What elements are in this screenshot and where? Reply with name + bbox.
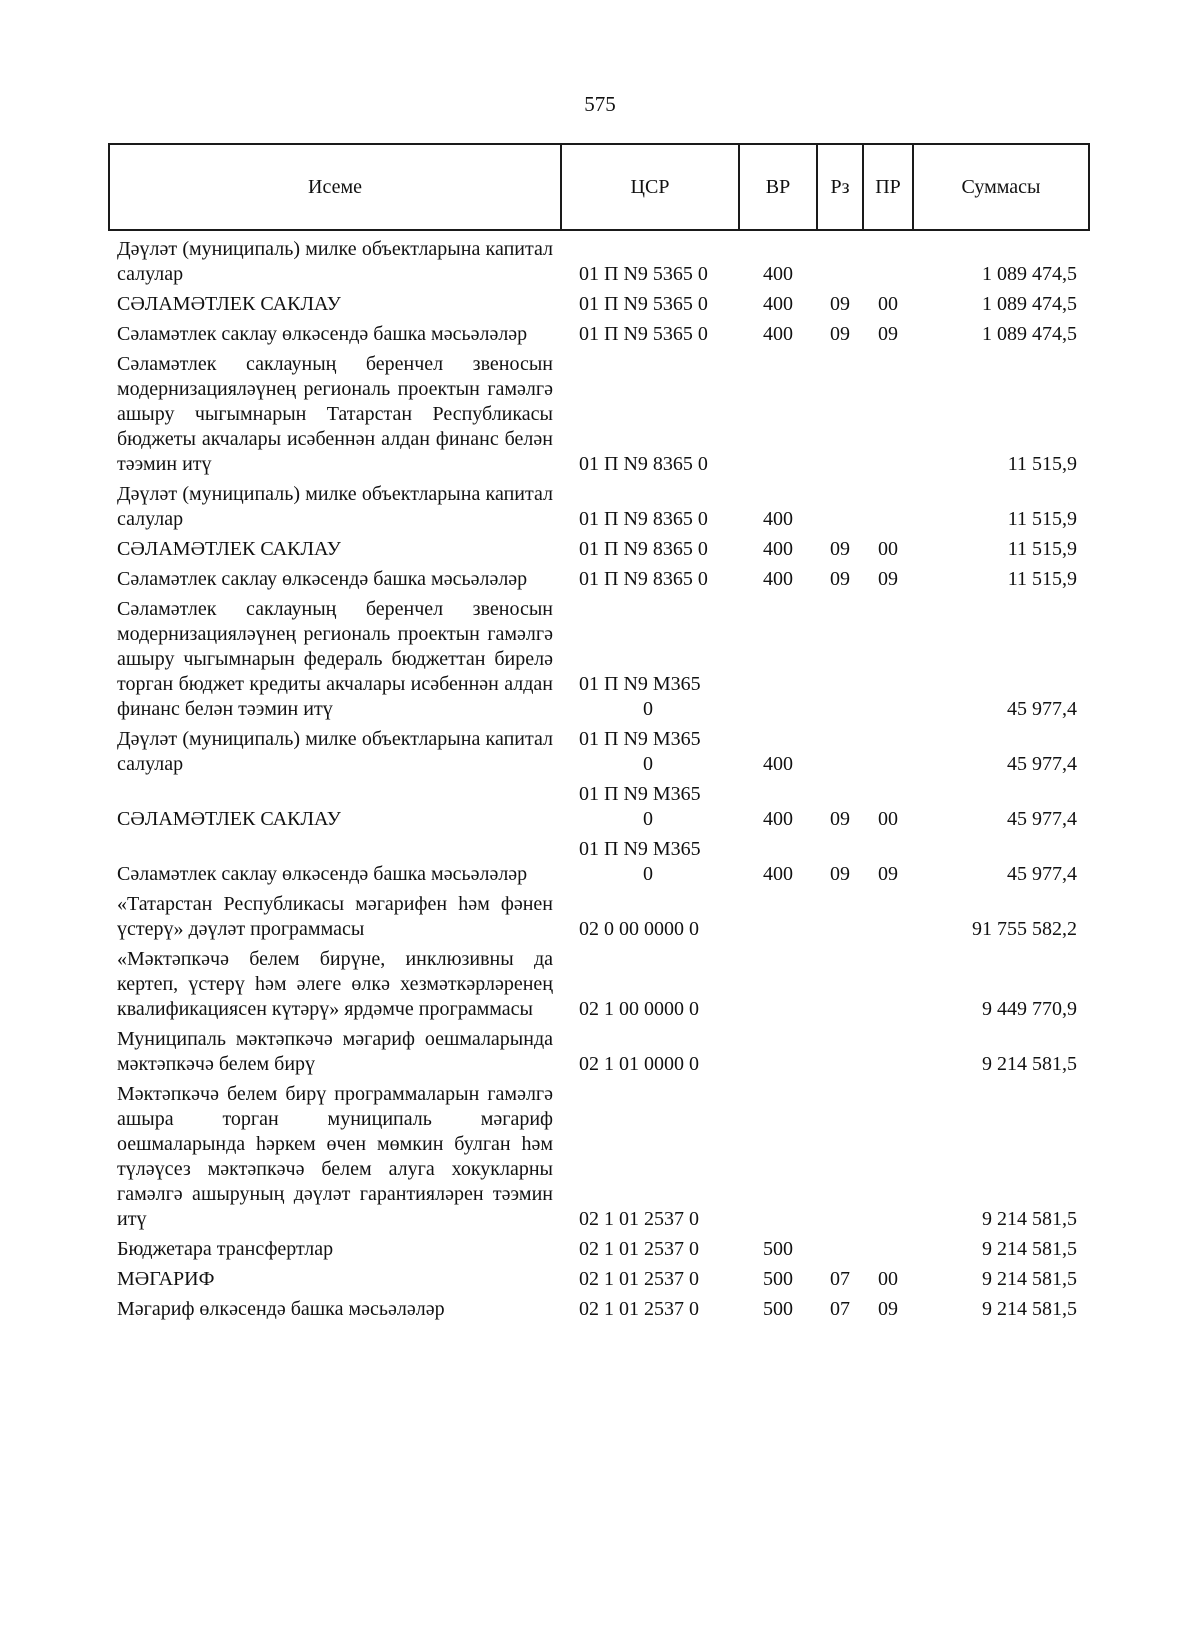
row-name: СӘЛАМӘТЛЕК САКЛАУ [117, 808, 341, 830]
row-csr [561, 594, 739, 724]
table-row [109, 1264, 1089, 1294]
row-csr [561, 319, 739, 349]
row-name: Дәүләт (муниципаль) милке объектларына капитал салулар [117, 483, 553, 530]
row-rz [817, 1079, 863, 1234]
row-vr: 400 [763, 753, 793, 775]
table-header-row [109, 144, 1089, 230]
row-csr [561, 1234, 739, 1264]
row-sum: 11 515,9 [1007, 538, 1077, 560]
row-name: Муниципаль мәктәпкәчә мәгариф оешмаларында мәктәпкәчә белем бирү [117, 1028, 553, 1075]
row-csr [561, 779, 739, 834]
row-pr [863, 479, 913, 534]
row-csr [561, 230, 739, 289]
row-pr [863, 889, 913, 944]
row-pr [863, 1234, 913, 1264]
row-rz [817, 1234, 863, 1264]
row-vr [739, 594, 817, 724]
row-vr [739, 944, 817, 1024]
row-name: СӘЛАМӘТЛЕК САКЛАУ [117, 293, 341, 315]
row-name: «Мәктәпкәчә белем бирүне, инклюзивны да кертеп, үстерү һәм әлеге өлкә хезмәткәрләренең квалификациясен күтәрү» ярдәмче программасы [117, 948, 553, 1020]
row-csr [561, 349, 739, 479]
table-row [109, 889, 1089, 944]
row-csr [561, 944, 739, 1024]
row-sum: 9 214 581,5 [982, 1053, 1077, 1075]
row-rz [817, 230, 863, 289]
row-csr [561, 289, 739, 319]
row-sum: 9 214 581,5 [982, 1268, 1077, 1290]
row-csr-code: 02 1 01 0000 0 [579, 1053, 699, 1075]
row-vr [739, 889, 817, 944]
table-row [109, 1234, 1089, 1264]
row-pr [863, 349, 913, 479]
row-rz [817, 594, 863, 724]
row-rz [817, 724, 863, 779]
row-sum: 1 089 474,5 [982, 323, 1077, 345]
row-csr-code: 02 1 01 2537 0 [579, 1238, 699, 1260]
row-rz: 07 [830, 1268, 850, 1290]
row-name: Сәламәтлек саклау өлкәсендә башка мәсьәләләр [117, 323, 528, 345]
row-rz [817, 889, 863, 944]
table-row [109, 319, 1089, 349]
row-rz: 09 [830, 863, 850, 885]
row-sum: 45 977,4 [1007, 753, 1077, 775]
row-rz: 09 [830, 538, 850, 560]
row-rz: 09 [830, 568, 850, 590]
row-sum: 45 977,4 [1007, 698, 1077, 720]
row-vr: 400 [763, 538, 793, 560]
table-row [109, 564, 1089, 594]
row-csr-code: 01 П N9 M365 [579, 838, 701, 860]
row-csr-code-continued: 0 [643, 808, 653, 830]
row-sum: 91 755 582,2 [972, 918, 1077, 940]
row-vr: 400 [763, 808, 793, 830]
table-row [109, 1294, 1089, 1324]
row-rz: 07 [830, 1298, 850, 1320]
row-csr [561, 564, 739, 594]
row-name: Сәламәтлек саклауның беренчел звеносын модернизацияләүнең региональ проектын гамәлгә ашыру чыгымнарын федераль бюджеттан бирелә торган бюджет кредиты акчалары исәбеннән алдан финанс белән тәэмин итү [117, 598, 553, 720]
row-csr-code: 01 П N9 8365 0 [579, 568, 708, 590]
row-vr: 400 [763, 293, 793, 315]
row-csr [561, 1079, 739, 1234]
row-name: Сәламәтлек саклау өлкәсендә башка мәсьәләләр [117, 863, 528, 885]
row-sum: 45 977,4 [1007, 808, 1077, 830]
table-row [109, 289, 1089, 319]
row-csr-code: 01 П N9 8365 0 [579, 453, 708, 475]
row-sum: 45 977,4 [1007, 863, 1077, 885]
row-pr [863, 594, 913, 724]
header-vr: ВР [739, 144, 817, 230]
row-rz: 09 [830, 808, 850, 830]
table-row [109, 779, 1089, 834]
row-name: Сәламәтлек саклау өлкәсендә башка мәсьәләләр [117, 568, 528, 590]
row-csr [561, 889, 739, 944]
row-sum: 11 515,9 [1007, 568, 1077, 590]
row-name: Бюджетара трансфертлар [117, 1238, 334, 1260]
row-pr: 09 [878, 568, 898, 590]
row-sum: 9 449 770,9 [982, 998, 1077, 1020]
table-row [109, 1079, 1089, 1234]
row-name: Сәламәтлек саклауның беренчел звеносын модернизацияләүнең региональ проектын гамәлгә ашыру чыгымнарын Татарстан Республикасы бюджеты акчалары исәбеннән алдан финанс белән тәэмин итү [117, 353, 553, 475]
row-csr-code: 01 П N9 5365 0 [579, 293, 708, 315]
row-pr [863, 1079, 913, 1234]
table-row [109, 594, 1089, 724]
table-row [109, 834, 1089, 889]
row-csr [561, 834, 739, 889]
row-csr-code: 01 П N9 M365 [579, 783, 701, 805]
row-name: Дәүләт (муниципаль) милке объектларына капитал салулар [117, 238, 553, 285]
row-csr-code: 02 0 00 0000 0 [579, 918, 699, 940]
header-csr: ЦСР [561, 144, 739, 230]
header-sum: Суммасы [913, 144, 1089, 230]
page-number: 575 [584, 92, 616, 116]
row-csr-code-continued: 0 [643, 698, 653, 720]
row-vr [739, 349, 817, 479]
row-sum: 11 515,9 [1007, 453, 1077, 475]
row-name: «Татарстан Республикасы мәгарифен һәм фәнен үстерү» дәүләт программасы [117, 893, 553, 940]
row-name: СӘЛАМӘТЛЕК САКЛАУ [117, 538, 341, 560]
row-csr-code-continued: 0 [643, 753, 653, 775]
row-csr-code-continued: 0 [643, 863, 653, 885]
row-vr: 500 [763, 1268, 793, 1290]
header-pr: ПР [863, 144, 913, 230]
row-csr [561, 534, 739, 564]
row-rz [817, 349, 863, 479]
row-pr: 09 [878, 863, 898, 885]
header-rz: Рз [817, 144, 863, 230]
row-pr: 00 [878, 538, 898, 560]
row-rz: 09 [830, 323, 850, 345]
row-sum: 11 515,9 [1007, 508, 1077, 530]
table-row [109, 1024, 1089, 1079]
row-rz [817, 479, 863, 534]
budget-table [108, 143, 1090, 1324]
row-name: МӘГАРИФ [117, 1268, 215, 1290]
row-csr-code: 01 П N9 5365 0 [579, 263, 708, 285]
row-pr: 00 [878, 293, 898, 315]
table-row [109, 534, 1089, 564]
row-pr: 00 [878, 1268, 898, 1290]
row-vr: 400 [763, 568, 793, 590]
row-csr-code: 01 П N9 8365 0 [579, 508, 708, 530]
row-pr: 09 [878, 323, 898, 345]
row-sum: 1 089 474,5 [982, 293, 1077, 315]
row-csr-code: 02 1 01 2537 0 [579, 1298, 699, 1320]
row-csr-code: 01 П N9 5365 0 [579, 323, 708, 345]
row-vr [739, 1024, 817, 1079]
row-rz: 09 [830, 293, 850, 315]
table-row [109, 944, 1089, 1024]
row-csr [561, 1294, 739, 1324]
row-csr-code: 01 П N9 M365 [579, 728, 701, 750]
table-row [109, 479, 1089, 534]
table-row [109, 724, 1089, 779]
row-rz [817, 944, 863, 1024]
row-rz [817, 1024, 863, 1079]
header-name: Исеме [109, 144, 561, 230]
row-csr-code: 01 П N9 M365 [579, 673, 701, 695]
row-csr [561, 479, 739, 534]
row-pr [863, 724, 913, 779]
row-vr: 500 [763, 1238, 793, 1260]
table-row [109, 230, 1089, 289]
row-csr [561, 1264, 739, 1294]
row-name: Мәктәпкәчә белем бирү программаларын гамәлгә ашыра торган муниципаль мәгариф оешмаларында һәркем өчен мөмкин булган һәм түләүсез мәктәпкәчә белем алуга хокукларны гамәлгә ашыруның дәүләт гарантияләрен тәэмин итү [117, 1083, 553, 1230]
row-sum: 1 089 474,5 [982, 263, 1077, 285]
row-vr [739, 1079, 817, 1234]
row-csr-code: 02 1 00 0000 0 [579, 998, 699, 1020]
row-pr [863, 230, 913, 289]
row-sum: 9 214 581,5 [982, 1238, 1077, 1260]
row-vr: 400 [763, 863, 793, 885]
row-name: Дәүләт (муниципаль) милке объектларына капитал салулар [117, 728, 553, 775]
row-csr-code: 02 1 01 2537 0 [579, 1208, 699, 1230]
row-vr: 400 [763, 263, 793, 285]
row-name: Мәгариф өлкәсендә башка мәсьәләләр [117, 1298, 445, 1320]
row-pr [863, 944, 913, 1024]
row-pr [863, 1024, 913, 1079]
row-csr [561, 724, 739, 779]
row-sum: 9 214 581,5 [982, 1208, 1077, 1230]
row-vr: 500 [763, 1298, 793, 1320]
row-csr [561, 1024, 739, 1079]
row-vr: 400 [763, 508, 793, 530]
row-pr: 00 [878, 808, 898, 830]
table-row [109, 349, 1089, 479]
row-sum: 9 214 581,5 [982, 1298, 1077, 1320]
row-vr: 400 [763, 323, 793, 345]
row-csr-code: 02 1 01 2537 0 [579, 1268, 699, 1290]
row-csr-code: 01 П N9 8365 0 [579, 538, 708, 560]
row-pr: 09 [878, 1298, 898, 1320]
